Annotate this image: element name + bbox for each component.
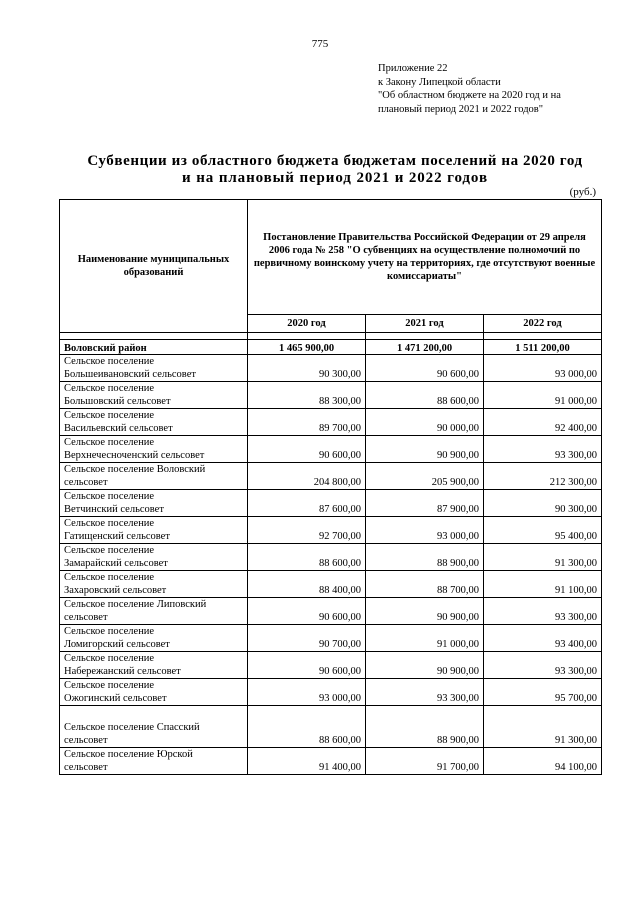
settlement-value: 88 700,00 [366,571,484,598]
settlement-name-line: Замарайский сельсовет [64,557,168,569]
district-value: 1 511 200,00 [484,340,602,355]
settlement-value: 204 800,00 [248,463,366,490]
table-row [60,748,602,775]
settlement-name [60,748,248,775]
settlement-name-line: Большеивановский сельсовет [64,368,196,380]
settlement-name-line: Набережанский сельсовет [64,665,181,677]
table-row [60,544,602,571]
settlement-value: 91 700,00 [366,748,484,775]
settlement-name-line: Сельское поселение [64,383,155,394]
subsidy-table [59,199,602,775]
appendix-line: к Закону Липецкой области [378,76,501,88]
settlement-value: 88 300,00 [248,382,366,409]
settlement-value: 93 300,00 [366,679,484,706]
settlement-name-line: Сельское поселение Воловский [64,464,206,475]
page-number: 775 [311,38,329,50]
district-value: 1 471 200,00 [366,340,484,355]
table-row [60,490,602,517]
settlement-value: 88 400,00 [248,571,366,598]
appendix-note [378,62,618,116]
settlement-value: 93 300,00 [484,436,602,463]
settlement-value: 90 900,00 [366,598,484,625]
settlement-value: 89 700,00 [248,409,366,436]
settlement-value: 87 900,00 [366,490,484,517]
settlement-value: 88 900,00 [366,544,484,571]
settlement-name-line: Гатищенский сельсовет [64,530,170,542]
table-row [60,571,602,598]
header-year: 2021 год [366,315,484,333]
settlement-value: 92 700,00 [248,517,366,544]
table-row [60,436,602,463]
settlement-name-line: Сельское поселение Спасский [64,722,200,733]
settlement-name-line: Сельское поселение [64,626,155,637]
settlement-name-line: Захаровский сельсовет [64,584,167,596]
settlement-name-line: Сельское поселение [64,653,155,664]
header-year: 2022 год [484,315,602,333]
settlement-value: 87 600,00 [248,490,366,517]
settlement-value: 88 600,00 [248,544,366,571]
title-line: Субвенции из областного бюджета бюджетам поселений на 2020 год [87,153,583,169]
settlement-name [60,571,248,598]
settlement-value: 95 700,00 [484,679,602,706]
table-row [60,463,602,490]
settlement-name [60,598,248,625]
settlement-value: 88 600,00 [366,382,484,409]
table-row [60,652,602,679]
settlement-name-line: Сельское поселение [64,410,155,421]
appendix-line: плановый период 2021 и 2022 годов" [378,103,544,115]
settlement-name-line: сельсовет [64,476,108,488]
settlement-value: 90 600,00 [248,652,366,679]
settlement-value: 91 300,00 [484,544,602,571]
settlement-name-line: Сельское поселение [64,518,155,529]
settlement-value: 93 000,00 [366,517,484,544]
settlement-value: 91 100,00 [484,571,602,598]
settlement-value: 90 900,00 [366,652,484,679]
settlement-name-line: Ветчинский сельсовет [64,503,164,515]
district-name: Воловский район [60,340,248,355]
settlement-value: 90 600,00 [248,598,366,625]
settlement-name-line: Сельское поселение [64,680,155,691]
settlement-value: 90 600,00 [366,355,484,382]
table-header-row [60,200,602,315]
district-total-row [60,340,602,355]
table-row [60,409,602,436]
table-row [60,517,602,544]
settlement-name-line: Большовский сельсовет [64,395,171,407]
spacer-cell [248,333,366,340]
settlement-name-line: Сельское поселение [64,545,155,556]
settlement-name [60,679,248,706]
settlement-value: 93 400,00 [484,625,602,652]
header-municipality: Наименование муниципальных образований [60,200,248,333]
settlement-name [60,436,248,463]
settlement-name [60,409,248,436]
district-value: 1 465 900,00 [248,340,366,355]
header-decree: Постановление Правительства Российской Федерации от 29 апреля 2006 года № 258 "О субвенциях на осуществление полномочий по первичному воинскому учету на территориях, где отсутствуют военные комиссариаты" [248,200,602,315]
settlement-name [60,517,248,544]
units-label: (руб.) [569,186,596,198]
settlement-value: 93 000,00 [484,355,602,382]
settlement-value: 94 100,00 [484,748,602,775]
settlement-name [60,355,248,382]
table-row [60,355,602,382]
settlement-name-line: Ожогинский сельсовет [64,692,167,704]
settlement-name [60,625,248,652]
settlement-value: 91 000,00 [366,625,484,652]
settlement-value: 93 300,00 [484,652,602,679]
settlement-name [60,544,248,571]
settlement-name-line: сельсовет [64,611,108,623]
settlement-value: 88 900,00 [366,706,484,748]
settlement-value: 90 600,00 [248,436,366,463]
settlement-name-line: Сельское поселение [64,437,155,448]
settlement-value: 95 400,00 [484,517,602,544]
settlement-name-line: Сельское поселение [64,491,155,502]
document-title [70,153,600,187]
settlement-name [60,706,248,748]
settlement-name-line: Васильевский сельсовет [64,422,173,434]
table-row [60,625,602,652]
settlement-value: 90 700,00 [248,625,366,652]
settlement-name [60,490,248,517]
settlement-value: 90 900,00 [366,436,484,463]
title-line: и на плановый период 2021 и 2022 годов [182,170,488,186]
table-row [60,382,602,409]
settlement-name [60,652,248,679]
spacer-cell [60,333,248,340]
spacer-cell [484,333,602,340]
settlement-name [60,463,248,490]
settlement-value: 90 300,00 [248,355,366,382]
table-spacer-row [60,333,602,340]
settlement-name-line: Сельское поселение Липовский [64,599,207,610]
spacer-cell [366,333,484,340]
settlement-value: 91 300,00 [484,706,602,748]
settlement-value: 205 900,00 [366,463,484,490]
settlement-name-line: Сельское поселение [64,572,155,583]
settlement-name-line: сельсовет [64,761,108,773]
settlement-value: 90 000,00 [366,409,484,436]
settlement-value: 93 300,00 [484,598,602,625]
settlement-name-line: Верхнечесноченский сельсовет [64,449,205,461]
settlement-name-line: сельсовет [64,734,108,746]
settlement-value: 91 000,00 [484,382,602,409]
settlement-value: 92 400,00 [484,409,602,436]
table-row [60,598,602,625]
settlement-name-line: Сельское поселение Юрской [64,749,193,760]
settlement-name [60,382,248,409]
header-year: 2020 год [248,315,366,333]
appendix-line: "Об областном бюджете на 2020 год и на [378,90,561,101]
settlement-value: 93 000,00 [248,679,366,706]
settlement-name-line: Сельское поселение [64,356,155,367]
settlement-value: 88 600,00 [248,706,366,748]
settlement-value: 91 400,00 [248,748,366,775]
settlement-value: 90 300,00 [484,490,602,517]
table-row [60,679,602,706]
appendix-line: Приложение 22 [378,63,448,74]
table-row [60,706,602,748]
settlement-value: 212 300,00 [484,463,602,490]
settlement-name-line: Ломигорский сельсовет [64,638,170,650]
